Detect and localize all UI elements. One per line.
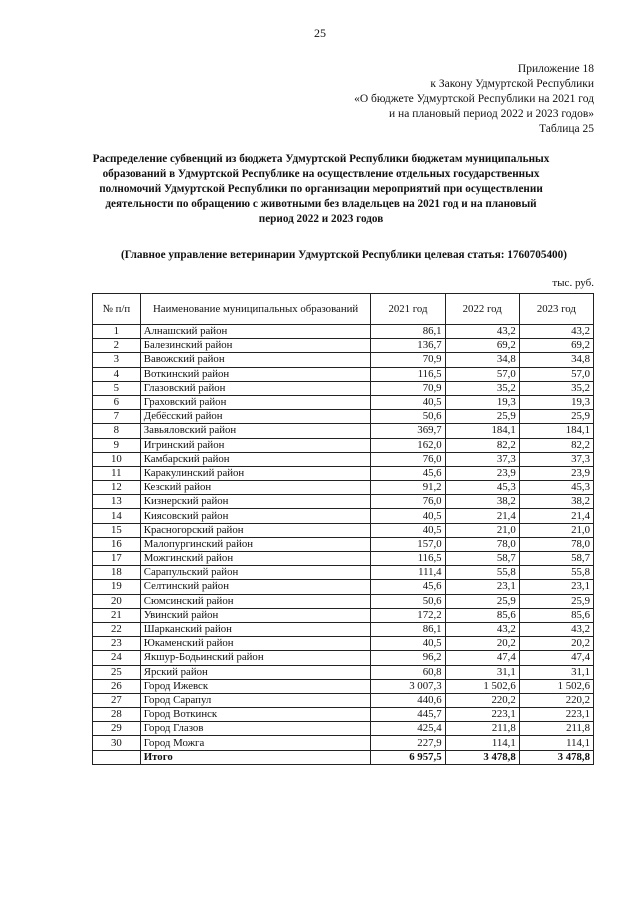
cell-name: Кизнерский район: [140, 495, 371, 509]
cell-2021: 50,6: [371, 410, 445, 424]
cell-2021: 76,0: [371, 495, 445, 509]
cell-name: Киясовский район: [140, 509, 371, 523]
cell-2021: 369,7: [371, 424, 445, 438]
cell-2023: 211,8: [519, 722, 593, 736]
total-num: [93, 750, 141, 764]
cell-name: Завьяловский район: [140, 424, 371, 438]
cell-2022: 47,4: [445, 651, 519, 665]
cell-2023: 58,7: [519, 552, 593, 566]
table-row: [93, 367, 594, 381]
cell-2021: 440,6: [371, 693, 445, 707]
cell-num: 28: [93, 708, 141, 722]
cell-2022: 223,1: [445, 708, 519, 722]
cell-name: Город Можга: [140, 736, 371, 750]
cell-2021: 445,7: [371, 708, 445, 722]
cell-2021: 40,5: [371, 395, 445, 409]
cell-num: 5: [93, 381, 141, 395]
header-2022: 2022 год: [445, 294, 519, 325]
cell-2022: 69,2: [445, 339, 519, 353]
cell-2022: 78,0: [445, 537, 519, 551]
cell-name: Алнашский район: [140, 325, 371, 339]
cell-name: Город Глазов: [140, 722, 371, 736]
cell-2021: 40,5: [371, 509, 445, 523]
subsidy-table: [92, 293, 594, 765]
cell-2022: 45,3: [445, 481, 519, 495]
cell-name: Город Сарапул: [140, 693, 371, 707]
cell-num: 30: [93, 736, 141, 750]
cell-name: Увинский район: [140, 608, 371, 622]
cell-2023: 45,3: [519, 481, 593, 495]
cell-2022: 37,3: [445, 452, 519, 466]
cell-2023: 82,2: [519, 438, 593, 452]
cell-num: 8: [93, 424, 141, 438]
cell-2021: 172,2: [371, 608, 445, 622]
cell-2022: 34,8: [445, 353, 519, 367]
cell-name: Камбарский район: [140, 452, 371, 466]
cell-2022: 38,2: [445, 495, 519, 509]
cell-num: 12: [93, 481, 141, 495]
cell-name: Малопургинский район: [140, 537, 371, 551]
cell-2021: 45,6: [371, 580, 445, 594]
table-row: [93, 580, 594, 594]
cell-2022: 220,2: [445, 693, 519, 707]
cell-name: Кезский район: [140, 481, 371, 495]
cell-2023: 21,0: [519, 523, 593, 537]
cell-2022: 184,1: [445, 424, 519, 438]
table-row: [93, 622, 594, 636]
cell-num: 3: [93, 353, 141, 367]
cell-2021: 86,1: [371, 622, 445, 636]
cell-name: Игринский район: [140, 438, 371, 452]
cell-2023: 37,3: [519, 452, 593, 466]
cell-name: Город Ижевск: [140, 679, 371, 693]
table-row: [93, 708, 594, 722]
cell-num: 22: [93, 622, 141, 636]
cell-name: Вавожский район: [140, 353, 371, 367]
cell-2023: 47,4: [519, 651, 593, 665]
table-row: [93, 679, 594, 693]
cell-2021: 91,2: [371, 481, 445, 495]
cell-2023: 220,2: [519, 693, 593, 707]
cell-num: 24: [93, 651, 141, 665]
table-row: [93, 410, 594, 424]
cell-2021: 70,9: [371, 353, 445, 367]
cell-name: Селтинский район: [140, 580, 371, 594]
table-row: [93, 665, 594, 679]
table-row: [93, 481, 594, 495]
table-row: [93, 353, 594, 367]
cell-name: Ярский район: [140, 665, 371, 679]
cell-2022: 20,2: [445, 637, 519, 651]
cell-num: 2: [93, 339, 141, 353]
cell-2022: 211,8: [445, 722, 519, 736]
table-row: [93, 537, 594, 551]
cell-name: Граховский район: [140, 395, 371, 409]
cell-2022: 21,0: [445, 523, 519, 537]
table-row: [93, 523, 594, 537]
cell-2022: 31,1: [445, 665, 519, 679]
cell-2023: 21,4: [519, 509, 593, 523]
cell-name: Каракулинский район: [140, 466, 371, 480]
cell-2023: 184,1: [519, 424, 593, 438]
table-row: [93, 395, 594, 409]
document-title: Распределение субвенций из бюджета Удмуртской Республики бюджетам муниципальных образований в Удмуртской Республике на осуществление отдельных государственных полномочий Удмуртской Республики по организации мероприятий при осуществлении деятельности по обращению с животными без владельцев на 2021 год и на плановый период 2022 и 2023 годов: [92, 153, 550, 225]
cell-2021: 157,0: [371, 537, 445, 551]
cell-2022: 43,2: [445, 622, 519, 636]
cell-2023: 43,2: [519, 622, 593, 636]
cell-2021: 116,5: [371, 552, 445, 566]
header-2021: 2021 год: [371, 294, 445, 325]
cell-2022: 25,9: [445, 410, 519, 424]
table-row: [93, 736, 594, 750]
cell-num: 29: [93, 722, 141, 736]
appendix-line: «О бюджете Удмуртской Республики на 2021 год: [354, 93, 594, 105]
cell-num: 19: [93, 580, 141, 594]
table-header-row: [93, 294, 594, 325]
cell-num: 25: [93, 665, 141, 679]
cell-num: 13: [93, 495, 141, 509]
cell-num: 7: [93, 410, 141, 424]
cell-2023: 25,9: [519, 410, 593, 424]
table-row: [93, 509, 594, 523]
header-2023: 2023 год: [519, 294, 593, 325]
cell-2023: 31,1: [519, 665, 593, 679]
table-row: [93, 325, 594, 339]
cell-num: 16: [93, 537, 141, 551]
cell-2021: 76,0: [371, 452, 445, 466]
page-number: 25: [314, 26, 326, 40]
table-body: [93, 325, 594, 765]
cell-name: Балезинский район: [140, 339, 371, 353]
table-row: [93, 608, 594, 622]
cell-name: Можгинский район: [140, 552, 371, 566]
cell-2023: 35,2: [519, 381, 593, 395]
cell-2022: 55,8: [445, 566, 519, 580]
table-row: [93, 381, 594, 395]
cell-2022: 35,2: [445, 381, 519, 395]
table-row: [93, 594, 594, 608]
total-2022: 3 478,8: [445, 750, 519, 764]
table-row: [93, 693, 594, 707]
table-row: [93, 566, 594, 580]
cell-name: Город Воткинск: [140, 708, 371, 722]
cell-num: 1: [93, 325, 141, 339]
cell-name: Шарканский район: [140, 622, 371, 636]
table-row: [93, 552, 594, 566]
units-label: тыс. руб.: [552, 277, 594, 289]
cell-2022: 23,1: [445, 580, 519, 594]
cell-num: 27: [93, 693, 141, 707]
cell-name: Якшур-Бодьинский район: [140, 651, 371, 665]
total-label: Итого: [140, 750, 371, 764]
cell-2022: 114,1: [445, 736, 519, 750]
cell-num: 4: [93, 367, 141, 381]
cell-num: 21: [93, 608, 141, 622]
table-row: [93, 424, 594, 438]
cell-2022: 23,9: [445, 466, 519, 480]
cell-2022: 21,4: [445, 509, 519, 523]
cell-2021: 45,6: [371, 466, 445, 480]
cell-2023: 78,0: [519, 537, 593, 551]
table-row: [93, 339, 594, 353]
cell-num: 6: [93, 395, 141, 409]
cell-2023: 34,8: [519, 353, 593, 367]
cell-2022: 25,9: [445, 594, 519, 608]
table-row: [93, 466, 594, 480]
table-row: [93, 722, 594, 736]
table-total-row: [93, 750, 594, 764]
header-name: Наименование муниципальных образований: [140, 294, 371, 325]
document-subtitle: (Главное управление ветеринарии Удмуртской Республики целевая статья: 1760705400): [121, 249, 567, 261]
total-2021: 6 957,5: [371, 750, 445, 764]
appendix-line: к Закону Удмуртской Республики: [430, 78, 594, 90]
cell-name: Красногорский район: [140, 523, 371, 537]
cell-num: 20: [93, 594, 141, 608]
cell-2022: 82,2: [445, 438, 519, 452]
cell-2021: 136,7: [371, 339, 445, 353]
cell-2021: 162,0: [371, 438, 445, 452]
cell-num: 9: [93, 438, 141, 452]
cell-2021: 60,8: [371, 665, 445, 679]
cell-2023: 20,2: [519, 637, 593, 651]
cell-2023: 23,1: [519, 580, 593, 594]
appendix-line: и на плановый период 2022 и 2023 годов»: [389, 108, 594, 120]
cell-num: 15: [93, 523, 141, 537]
cell-2022: 1 502,6: [445, 679, 519, 693]
cell-name: Воткинский район: [140, 367, 371, 381]
cell-2022: 85,6: [445, 608, 519, 622]
cell-2023: 57,0: [519, 367, 593, 381]
cell-2021: 227,9: [371, 736, 445, 750]
cell-2022: 19,3: [445, 395, 519, 409]
cell-num: 18: [93, 566, 141, 580]
cell-2022: 57,0: [445, 367, 519, 381]
cell-2023: 114,1: [519, 736, 593, 750]
cell-2023: 69,2: [519, 339, 593, 353]
table-row: [93, 452, 594, 466]
cell-name: Юкаменский район: [140, 637, 371, 651]
cell-2023: 23,9: [519, 466, 593, 480]
cell-2023: 43,2: [519, 325, 593, 339]
cell-2021: 425,4: [371, 722, 445, 736]
cell-2021: 86,1: [371, 325, 445, 339]
cell-2021: 116,5: [371, 367, 445, 381]
table-row: [93, 637, 594, 651]
cell-num: 23: [93, 637, 141, 651]
cell-num: 14: [93, 509, 141, 523]
cell-2021: 111,4: [371, 566, 445, 580]
appendix-line: Приложение 18: [517, 63, 594, 75]
cell-name: Сарапульский район: [140, 566, 371, 580]
appendix-reference: [354, 62, 594, 137]
cell-name: Глазовский район: [140, 381, 371, 395]
cell-2023: 19,3: [519, 395, 593, 409]
cell-2023: 1 502,6: [519, 679, 593, 693]
cell-num: 17: [93, 552, 141, 566]
header-num: № п/п: [93, 294, 141, 325]
cell-2023: 38,2: [519, 495, 593, 509]
total-2023: 3 478,8: [519, 750, 593, 764]
cell-2021: 50,6: [371, 594, 445, 608]
cell-name: Сюмсинский район: [140, 594, 371, 608]
table-row: [93, 438, 594, 452]
table-number: Таблица 25: [539, 123, 594, 135]
cell-2023: 55,8: [519, 566, 593, 580]
cell-2023: 223,1: [519, 708, 593, 722]
cell-num: 10: [93, 452, 141, 466]
cell-2021: 70,9: [371, 381, 445, 395]
cell-2021: 96,2: [371, 651, 445, 665]
cell-2022: 43,2: [445, 325, 519, 339]
cell-2023: 25,9: [519, 594, 593, 608]
cell-2023: 85,6: [519, 608, 593, 622]
cell-2021: 3 007,3: [371, 679, 445, 693]
cell-2021: 40,5: [371, 523, 445, 537]
table-row: [93, 495, 594, 509]
cell-2021: 40,5: [371, 637, 445, 651]
cell-num: 26: [93, 679, 141, 693]
cell-name: Дебёсский район: [140, 410, 371, 424]
cell-num: 11: [93, 466, 141, 480]
cell-2022: 58,7: [445, 552, 519, 566]
table-row: [93, 651, 594, 665]
